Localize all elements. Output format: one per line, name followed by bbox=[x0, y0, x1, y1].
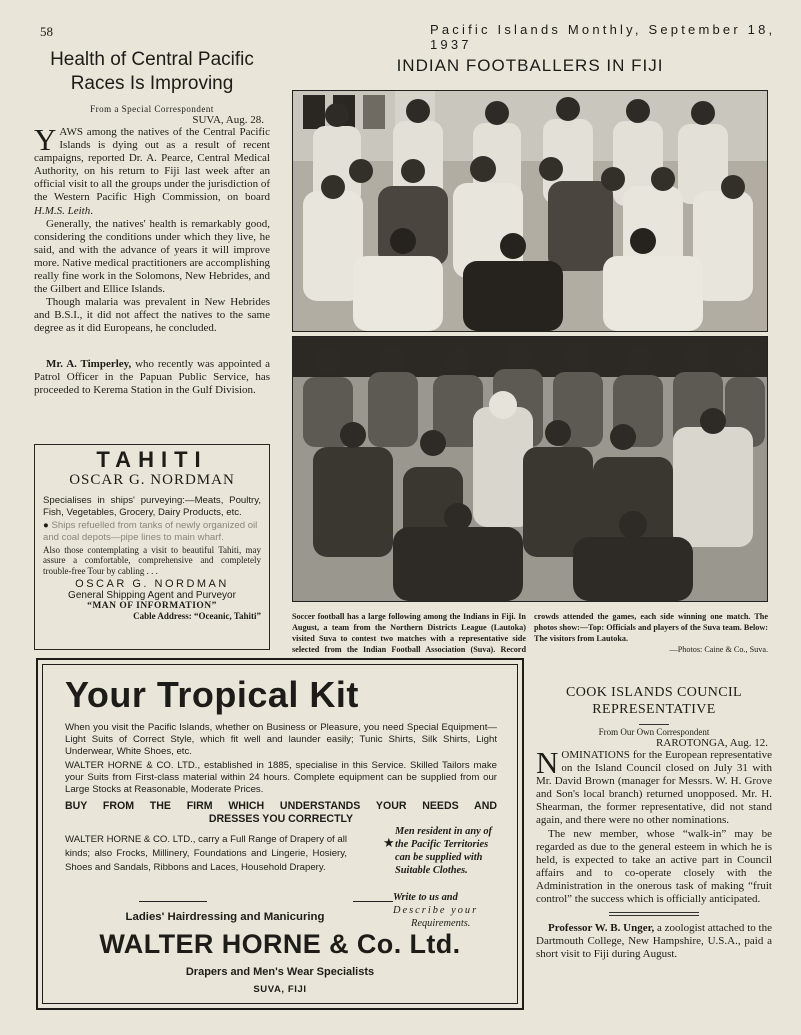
dateline: SUVA, Aug. 28. bbox=[192, 114, 264, 126]
article-cook-islands-title bbox=[536, 684, 772, 718]
title-line-1: COOK ISLANDS COUNCIL bbox=[565, 685, 742, 700]
tahiti-name: OSCAR G. NORDMAN bbox=[69, 472, 235, 488]
photo-caption bbox=[292, 611, 768, 655]
paragraph-timperley bbox=[34, 358, 270, 397]
tropical-kit-advertisement bbox=[36, 658, 524, 1010]
article-health bbox=[34, 48, 270, 397]
team-photo-bottom-image bbox=[293, 337, 767, 601]
article-health-title bbox=[34, 48, 270, 96]
paragraph-1 bbox=[34, 122, 270, 218]
page-number: 58 bbox=[40, 24, 53, 39]
unger-text: a zoologist attached to the Dartmouth College, New Hampshire, U.S.A., paid a short visit to Fiji during August. bbox=[536, 922, 772, 961]
team-photo-bottom bbox=[292, 336, 768, 602]
paragraph-1-text: OMINATIONS for the European representative on the Island Council closed on July 31 with Mr. David Brown (manager for Messrs. W. H. Grove and Son's local branch) returned unopposed. Mr. H. Shearman, the former representative, did not stand again, and there were no other nominations. bbox=[536, 749, 772, 827]
paragraph-unger bbox=[536, 922, 772, 961]
title-line-1: Health of Central Pacific bbox=[50, 49, 254, 70]
title-line-2: Races Is Improving bbox=[70, 73, 234, 94]
kit-paragraph-3: WALTER HORNE & CO. LTD., carry a Full Range of Drapery of all kinds; also Frocks, Millinery, Foundations and Lingerie, Hosiery, Shoes and Sandals, Ribbons and Laces, Household Drapery. bbox=[65, 834, 347, 873]
timperley-text: who recently was appointed a Patrol Officer in the Papuan Public Service, has proceeded to Kerema Station in the Gulf Division. bbox=[34, 357, 271, 396]
drop-cap: N bbox=[536, 745, 559, 780]
paragraph-1-end: . bbox=[90, 204, 93, 217]
tahiti-sig-motto: “MAN OF INFORMATION” bbox=[87, 601, 217, 612]
paragraph-1 bbox=[536, 745, 772, 828]
team-photo-top-image bbox=[293, 91, 767, 331]
kit-write-line-2: Describe your bbox=[393, 905, 479, 916]
tahiti-para-2-text: Ships refuelled from tanks of newly organized oil and coal depots—pipe lines to main wharf. bbox=[43, 519, 258, 544]
article-cook-islands bbox=[536, 684, 772, 961]
photo-feature-title: INDIAN FOOTBALLERS IN FIJI bbox=[396, 56, 664, 75]
kit-buy-line bbox=[65, 800, 497, 826]
tahiti-sig-cable: Cable Address: “Oceanic, Tahiti” bbox=[133, 611, 261, 622]
tahiti-title: TAHITI bbox=[96, 447, 208, 472]
kit-drapers: Drapers and Men's Wear Specialists bbox=[185, 966, 375, 978]
kit-city: SUVA, FIJI bbox=[253, 984, 307, 995]
ship-name: H.M.S. Leith bbox=[34, 204, 91, 217]
title-rule bbox=[639, 724, 669, 725]
kit-resident-note: Men resident in any of the Pacific Territories can be supplied with Suitable Clothes. bbox=[395, 826, 492, 876]
dateline: RAROTONGA, Aug. 12. bbox=[656, 737, 768, 749]
paragraph-1-text: AWS among the natives of the Central Pacific Islands is dying out as a result of recent campaigns, reported Dr. A. Pearce, Central Medical Authority, on his return to Fiji last week after an official visit to all the groups under the jurisdiction of the Western Pacific High Commission, on board bbox=[34, 126, 270, 204]
photo-credit: —Photos: Caine & Co., Suva. bbox=[669, 645, 768, 654]
kit-paragraph-2: WALTER HORNE & CO. LTD., established in 1885, specialise in this Service. Skilled Tailors make your Suits from First-class material within 24 hours. Complete equipment can be supplied from our Large Stocks at Reasonable, Moderate Prices. bbox=[65, 759, 497, 796]
tropical-kit-inner-border bbox=[42, 664, 518, 1004]
tahiti-para-1: Specialises in ships' purveying:—Meats, Poultry, Fish, Vegetables, Grocery, Dairy Products, etc. bbox=[43, 495, 261, 519]
kit-write-line-1: Write to us and bbox=[393, 892, 458, 903]
section-divider bbox=[609, 912, 699, 916]
kit-hairdressing: Ladies' Hairdressing and Manicuring bbox=[125, 911, 325, 923]
kit-headline: Your Tropical Kit bbox=[65, 674, 359, 715]
star-icon: ★ bbox=[383, 835, 395, 850]
tahiti-sig-title: General Shipping Agent and Purveyor bbox=[68, 590, 236, 602]
running-head: Pacific Islands Monthly, September 18, 1937 bbox=[430, 22, 776, 52]
drop-cap: Y bbox=[34, 122, 57, 157]
paragraph-2: The new member, whose “walk-in” may be regarded as due to the general esteem in which he is held, is expected to take an active part in Council affairs and to co-operate closely with the Administration in the onerous task of making “fruit control” the success which is officially anticipated. bbox=[536, 827, 772, 906]
paragraph-2: Generally, the natives' health is remarkably good, considering the conditions under which they live, he said, and with the advance of years it will improve more. Native medical practitioners are accomplishing really fine work in the Solomons, New Hebrides, and the Gilbert and Ellice Islands. bbox=[34, 217, 270, 296]
bullet-icon: ● bbox=[43, 519, 49, 531]
kit-buy-line-2: DRESSES YOU CORRECTLY bbox=[208, 813, 354, 826]
kit-rule-left bbox=[139, 901, 207, 902]
unger-name: Professor W. B. Unger, bbox=[548, 922, 655, 935]
kit-buy-line-1: BUY FROM THE FIRM WHICH UNDERSTANDS YOUR NEEDS AND bbox=[65, 800, 497, 813]
timperley-name: Mr. A. Timperley, bbox=[46, 357, 132, 370]
kit-rule-right bbox=[353, 901, 393, 902]
team-photo-top bbox=[292, 90, 768, 332]
caption-text: Soccer football has a large following among the Indians in Fiji. In August, a team from the Northern Districts League (Lautoka) visited Suva to contest two matches with a representative side selected from the Indian Football Association (Suva). Record crowds attended the games, each side winning one match. The photos show:—Top: Officials and players of the Suva team. Below: The visitors from Lautoka. bbox=[292, 612, 768, 654]
tahiti-para-2 bbox=[43, 520, 261, 545]
byline: From Our Own Correspondent bbox=[598, 727, 710, 737]
tahiti-advertisement bbox=[34, 444, 270, 650]
kit-write-line-3: Requirements. bbox=[411, 918, 471, 929]
tahiti-sig-name: OSCAR G. NORDMAN bbox=[75, 578, 229, 591]
tahiti-para-3: Also those contemplating a visit to beautiful Tahiti, may assure a comfortable, comprehensive and completely trouble-free Tour by cabling . . . bbox=[43, 544, 261, 576]
title-line-2: REPRESENTATIVE bbox=[592, 702, 716, 717]
kit-company-name: WALTER HORNE & Co. Ltd. bbox=[99, 929, 461, 959]
byline: From a Special Correspondent bbox=[90, 104, 214, 114]
kit-paragraph-1: When you visit the Pacific Islands, whether on Business or Pleasure, you need Special Equipment—Light Suits of Correct Style, which fit well and launder easily; Tunic Shirts, Silk Shirts, Light Underwear, White Shoes, etc. bbox=[65, 722, 497, 758]
paragraph-3: Though malaria was prevalent in New Hebrides and B.S.I., it did not affect the natives to the same degree as it did Europeans, he concluded. bbox=[34, 296, 270, 335]
